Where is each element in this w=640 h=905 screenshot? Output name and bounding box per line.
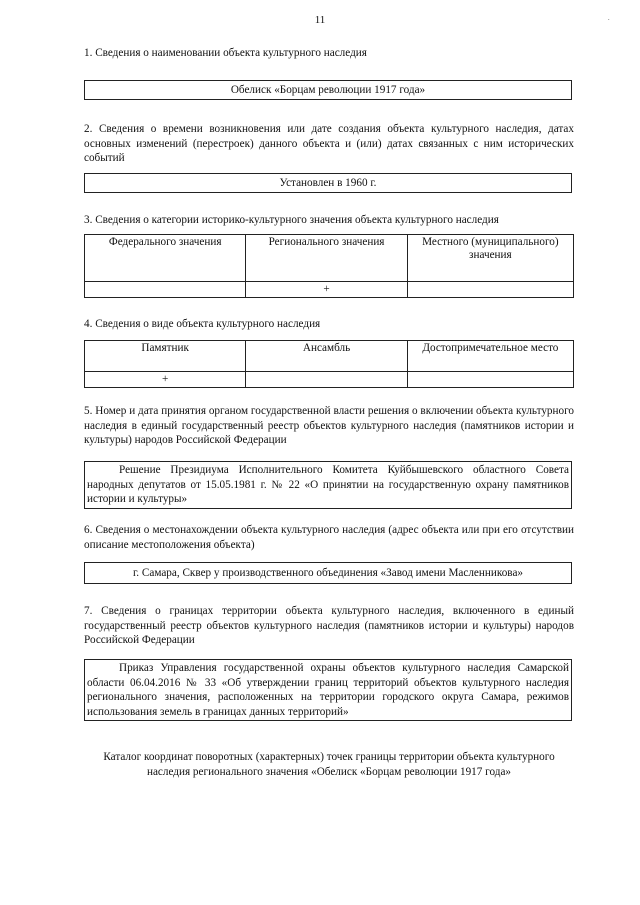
type-col-ensemble: Ансамбль [246,341,407,372]
section-1-heading: 1. Сведения о наименовании объекта культурного наследия [84,47,367,59]
section-3-heading: 3. Сведения о категории историко-культурного значения объекта культурного наследия [84,214,499,226]
section-6-heading: 6. Сведения о местонахождении объекта культурного наследия (адрес объекта или при его отсутствии описание местоположения объекта) [84,524,574,551]
category-mark-row [85,282,574,298]
type-col-monument: Памятник [85,341,246,372]
section-2-heading: 2. Сведения о времени возникновения или дате создания объекта культурного наследия, датах основных изменений (перестроек) данного объекта и (или) датах связанных с ним исторических событий [84,123,574,164]
object-name-box: Обелиск «Борцам революции 1917 года» [84,80,572,100]
category-mark-federal [85,282,246,298]
category-col-regional: Регионального значения [246,235,407,282]
type-col-landmark: Достопримечательное место [407,341,573,372]
type-mark-monument: + [85,372,246,388]
category-col-federal: Федерального значения [85,235,246,282]
section-4-heading: 4. Сведения о виде объекта культурного наследия [84,318,321,330]
registry-decision-text: Решение Президиума Исполнительного Комитета Куйбышевского областного Совета народных депутатов от 15.05.1981 г. № 22 «О принятии на государственную охрану памятников истории и культуры» [87,464,569,505]
category-col-local: Местного (муниципального) значения [407,235,573,282]
page-number: 11 [314,14,326,26]
boundaries-order-box [84,659,572,721]
coordinates-catalog-title: Каталог координат поворотных (характерных) точек границы территории объекта культурного наследия регионального значения «Обелиск «Борцам революции 1917 года» [103,751,555,778]
boundaries-order-text: Приказ Управления государственной охраны объектов культурного наследия Самарской области 06.04.2016 № 33 «Об утверждении границ территорий объектов культурного наследия регионального значения, расположенных на территории городского округа Самара, режимов использования земель в границах данных территорий» [87,662,569,718]
creation-date-box: Установлен в 1960 г. [84,173,572,193]
section-7-heading: 7. Сведения о границах территории объекта культурного наследия, включенного в единый государственный реестр объектов культурного наследия (памятников истории и культуры) народов Российской Федерации [84,605,574,646]
type-mark-ensemble [246,372,407,388]
type-mark-landmark [407,372,573,388]
type-mark-row [85,372,574,388]
location-box: г. Самара, Сквер у производственного объединения «Завод имени Масленникова» [84,562,572,584]
registry-decision-box [84,461,572,509]
type-table [84,340,574,388]
category-table [84,234,574,298]
section-5-heading: 5. Номер и дата принятия органом государственной власти решения о включении объекта культурного наследия в единый государственный реестр объектов культурного наследия (памятников истории и культуры) народов Российской Федерации [84,405,574,446]
category-mark-local [407,282,573,298]
category-mark-regional: + [246,282,407,298]
type-header-row [85,341,574,372]
category-header-row [85,235,574,282]
corner-mark: · [607,16,610,24]
